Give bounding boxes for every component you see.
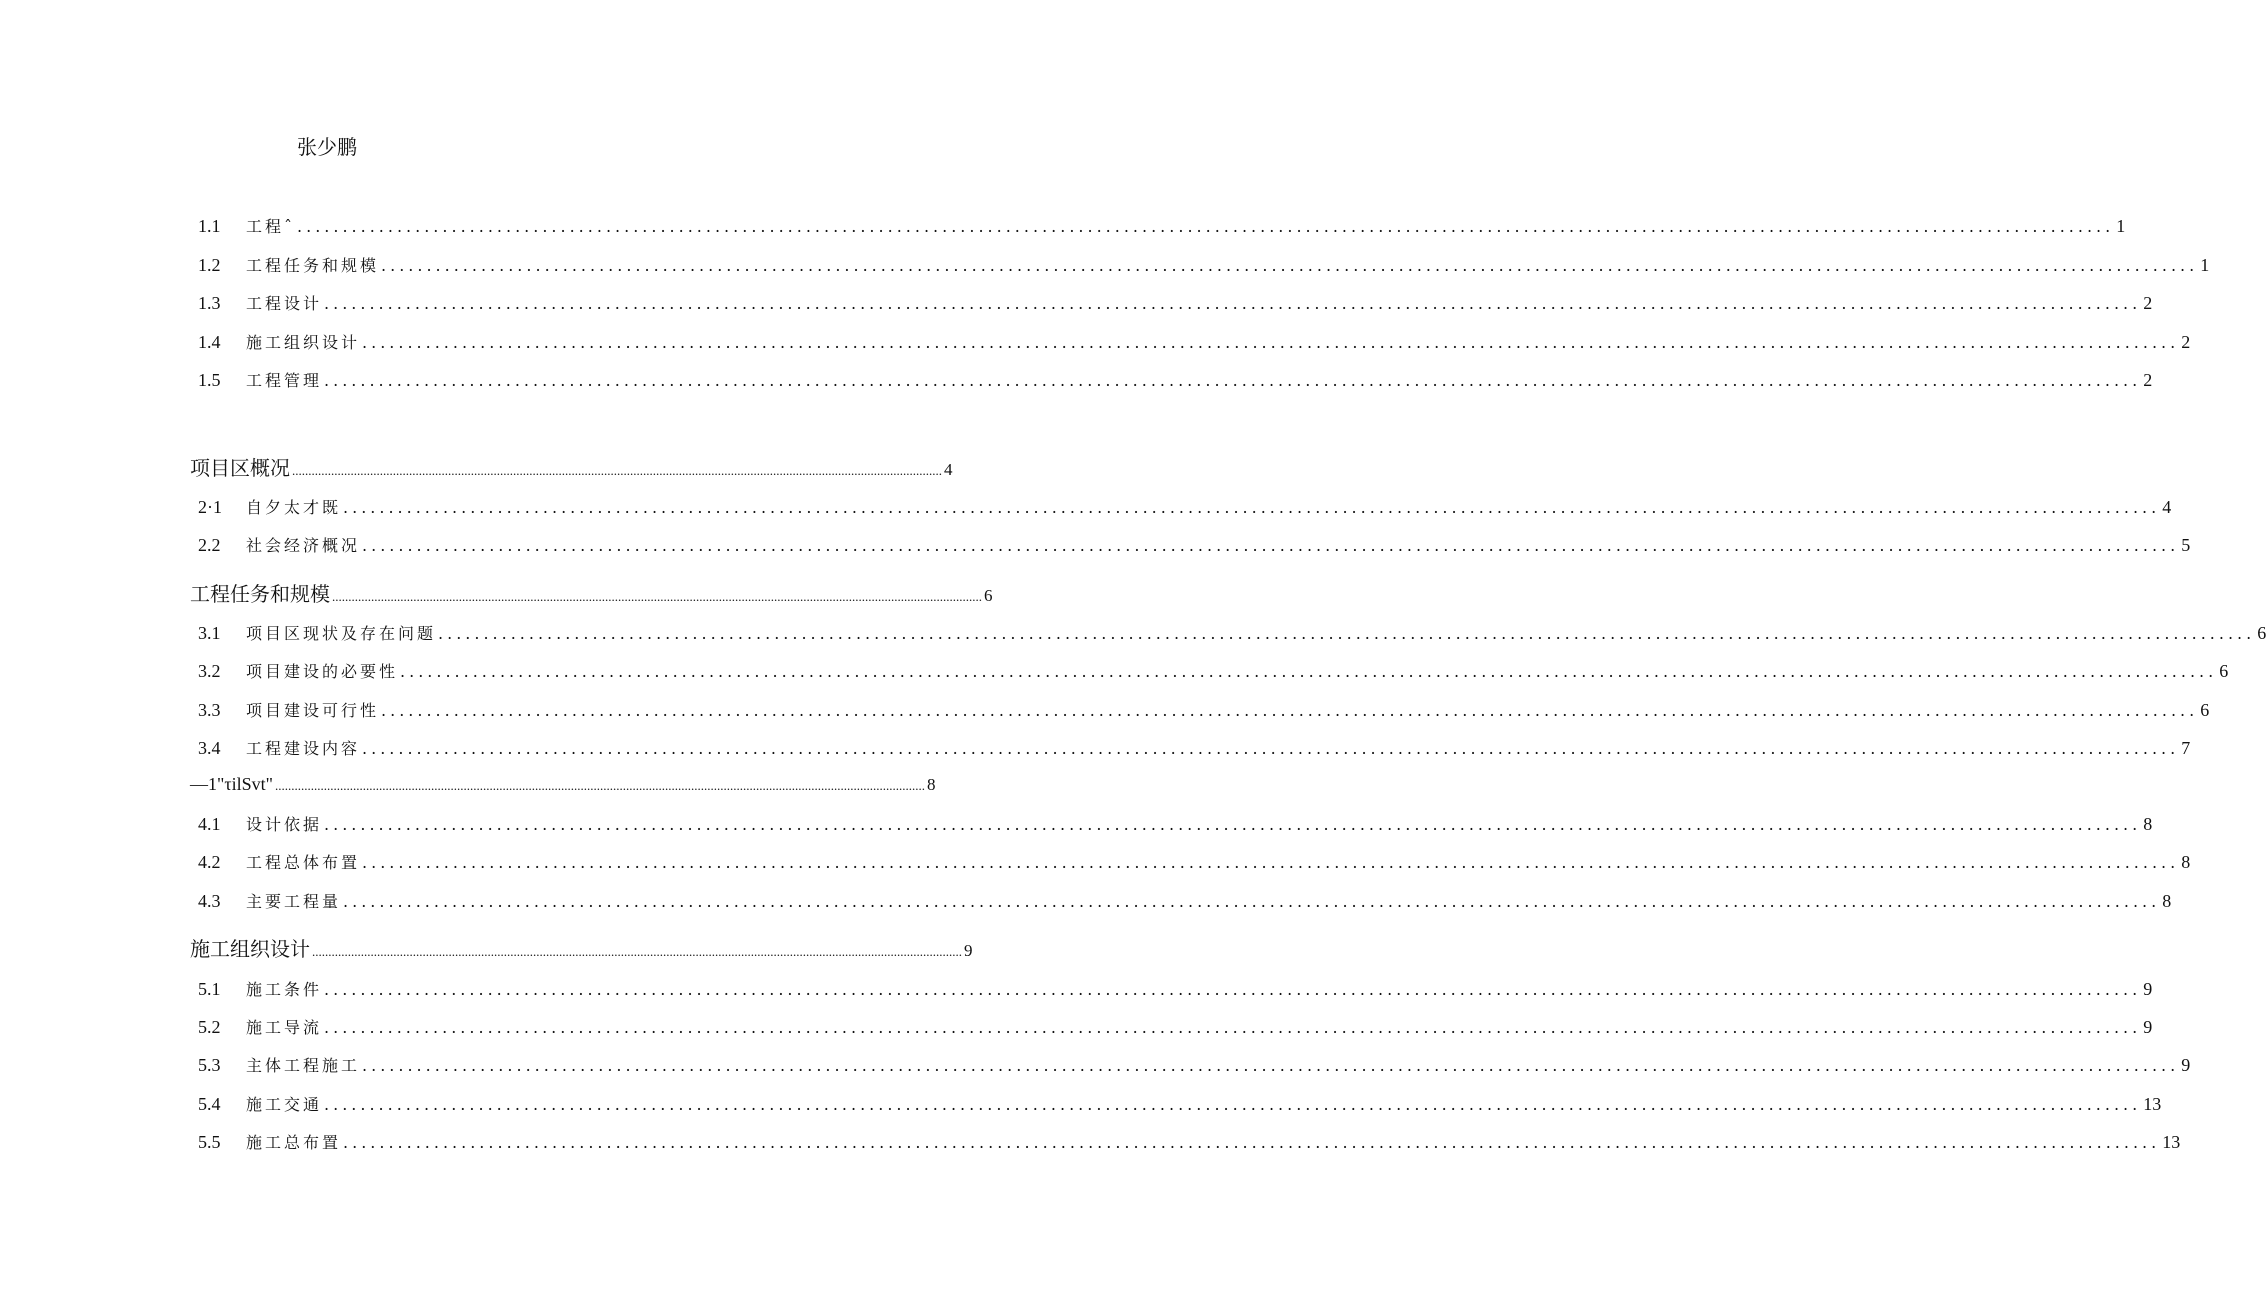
toc-entry-number: 5.4	[198, 1094, 221, 1114]
toc-entry-title: 施工导流	[246, 1018, 323, 1037]
toc-entry[interactable]	[198, 533, 2191, 556]
toc-entry-title: 设计依据	[246, 815, 323, 834]
toc-entry-number: 5.5	[198, 1132, 221, 1152]
toc-leader-dots: ........................................................................................................................................................................................................	[362, 333, 2180, 352]
toc-entry-title: 工程总体布置	[246, 853, 361, 872]
toc-entry-page: 13	[2162, 1132, 2181, 1152]
toc-leader-dots: ........................................................................................................................................................................................................	[343, 498, 2161, 517]
toc-leader-dots: ........................................................................................................................................................................................................	[324, 294, 2142, 313]
toc-entry-title: 施工交通	[246, 1095, 323, 1114]
toc-entry[interactable]	[198, 1015, 2153, 1038]
toc-entry-title: 工程设计	[246, 294, 323, 313]
toc-chapter-title: 项目区概况	[190, 456, 290, 480]
toc-entry-page: 13	[2143, 1094, 2162, 1114]
toc-leader-dots: ........................................................................................................................................................................................................	[381, 701, 2199, 720]
toc-leader-dots: ........................................................................................................................................................................................................	[332, 589, 982, 604]
toc-entry-title: 工程建设内容	[246, 739, 361, 758]
toc-chapter-title: —1"τilSvt"	[190, 774, 273, 794]
toc-leader-dots: ........................................................................................................................................................................................................	[324, 1018, 2142, 1037]
toc-entry-page: 1	[2116, 216, 2126, 236]
toc-entry-page: 9	[2143, 979, 2153, 999]
toc-entry-title: 自夕太才既	[246, 498, 342, 517]
toc-entry-number: 2.2	[198, 535, 221, 555]
toc-leader-dots: ........................................................................................................................................................................................................	[343, 892, 2161, 911]
toc-leader-dots: ........................................................................................................................................................................................................	[312, 944, 962, 959]
toc-leader-dots: ........................................................................................................................................................................................................	[324, 980, 2142, 999]
toc-leader-dots: ........................................................................................................................................................................................................	[274, 778, 925, 793]
toc-entry-title: 工程任务和规模	[246, 256, 380, 275]
toc-entry[interactable]	[198, 621, 2266, 644]
toc-chapter-title: 施工组织设计	[190, 937, 310, 961]
toc-entry-number: 2·1	[198, 497, 222, 517]
toc-entry-number: 3.3	[198, 700, 221, 720]
toc-entry-number: 1.3	[198, 293, 221, 313]
toc-entry[interactable]	[198, 736, 2191, 759]
toc-chapter[interactable]	[190, 933, 973, 962]
toc-entry-number: 3.1	[198, 623, 221, 643]
toc-entry-page: 2	[2143, 370, 2153, 390]
toc-chapter-title: 工程任务和规模	[190, 582, 330, 606]
toc-leader-dots: ........................................................................................................................................................................................................	[400, 662, 2218, 681]
toc-entry[interactable]	[198, 291, 2153, 314]
toc-entry-title: 项目建设可行性	[246, 701, 380, 720]
toc-entry-number: 5.3	[198, 1055, 221, 1075]
toc-entry-title: 施工总布置	[246, 1133, 342, 1152]
toc-leader-dots: ........................................................................................................................................................................................................	[324, 1095, 2142, 1114]
toc-entry-number: 4.3	[198, 891, 221, 911]
toc-entry[interactable]	[198, 812, 2153, 835]
toc-entry[interactable]	[198, 659, 2229, 682]
toc-entry-page: 7	[2181, 738, 2191, 758]
toc-entry-title: 工程管理	[246, 371, 323, 390]
toc-entry[interactable]	[198, 698, 2210, 721]
toc-entry-page: 8	[2181, 852, 2191, 872]
toc-leader-dots: ........................................................................................................................................................................................................	[324, 815, 2142, 834]
toc-entry-page: 9	[2143, 1017, 2153, 1037]
toc-entry[interactable]	[198, 850, 2191, 873]
toc-entry-number: 4.1	[198, 814, 221, 834]
toc-leader-dots: ........................................................................................................................................................................................................	[324, 371, 2142, 390]
toc-leader-dots: ........................................................................................................................................................................................................	[292, 463, 942, 478]
toc-entry-title: 施工条件	[246, 980, 323, 999]
toc-entry-number: 5.1	[198, 979, 221, 999]
toc-chapter[interactable]	[190, 578, 993, 607]
toc-entry-number: 1.4	[198, 332, 221, 352]
toc-entry[interactable]	[198, 977, 2153, 1000]
toc-entry-page: 2	[2181, 332, 2191, 352]
toc-entry[interactable]	[198, 1053, 2191, 1076]
toc-leader-dots: ........................................................................................................................................................................................................	[343, 1133, 2161, 1152]
toc-entry-number: 1.5	[198, 370, 221, 390]
toc-chapter-page: 6	[984, 586, 993, 605]
toc-chapter[interactable]	[190, 774, 936, 795]
toc-entry-title: 项目区现状及存在问题	[246, 624, 437, 643]
toc-entry-number: 1.1	[198, 216, 221, 236]
toc-entry[interactable]	[198, 330, 2191, 353]
toc-entry-title: 主体工程施工	[246, 1056, 361, 1075]
toc-entry-page: 6	[2257, 623, 2266, 643]
toc-leader-dots: ........................................................................................................................................................................................................	[362, 1056, 2180, 1075]
toc-entry[interactable]	[198, 368, 2153, 391]
toc-entry-title: 社会经济概况	[246, 536, 361, 555]
toc-entry-number: 3.4	[198, 738, 221, 758]
toc-leader-dots: ........................................................................................................................................................................................................	[381, 256, 2199, 275]
toc-chapter-page: 8	[926, 775, 936, 794]
toc-chapter-page: 9	[964, 941, 973, 960]
toc-entry[interactable]	[198, 1092, 2162, 1115]
toc-entry-page: 1	[2200, 255, 2210, 275]
toc-entry-page: 2	[2143, 293, 2153, 313]
toc-entry-title: 施工组织设计	[246, 333, 361, 352]
toc-entry-page: 6	[2219, 661, 2229, 681]
toc-entry[interactable]	[198, 214, 2126, 237]
toc-entry[interactable]	[198, 889, 2172, 912]
toc-entry-page: 4	[2162, 497, 2172, 517]
toc-entry[interactable]	[198, 1130, 2181, 1153]
toc-entry-number: 3.2	[198, 661, 221, 681]
toc-chapter-page: 4	[944, 460, 953, 479]
toc-entry-page: 9	[2181, 1055, 2191, 1075]
toc-leader-dots: ........................................................................................................................................................................................................	[362, 536, 2180, 555]
toc-entry-title: 工程ˆ	[246, 217, 296, 236]
toc-entry-title: 项目建设的必要性	[246, 662, 399, 681]
toc-chapter[interactable]	[190, 452, 953, 481]
toc-leader-dots: ........................................................................................................................................................................................................	[362, 739, 2180, 758]
toc-entry[interactable]	[198, 253, 2210, 276]
toc-leader-dots: ........................................................................................................................................................................................................	[362, 853, 2180, 872]
toc-leader-dots: ........................................................................................................................................................................................................	[297, 217, 2115, 236]
toc-leader-dots: ........................................................................................................................................................................................................	[438, 624, 2256, 643]
toc-entry-page: 5	[2181, 535, 2191, 555]
toc-entry-number: 5.2	[198, 1017, 221, 1037]
author-name: 张少鹏	[297, 135, 357, 159]
toc-entry[interactable]	[198, 495, 2172, 518]
toc-entry-page: 8	[2162, 891, 2172, 911]
toc-entry-number: 4.2	[198, 852, 221, 872]
toc-entry-page: 6	[2200, 700, 2210, 720]
toc-entry-number: 1.2	[198, 255, 221, 275]
toc-entry-page: 8	[2143, 814, 2153, 834]
toc-entry-title: 主要工程量	[246, 892, 342, 911]
